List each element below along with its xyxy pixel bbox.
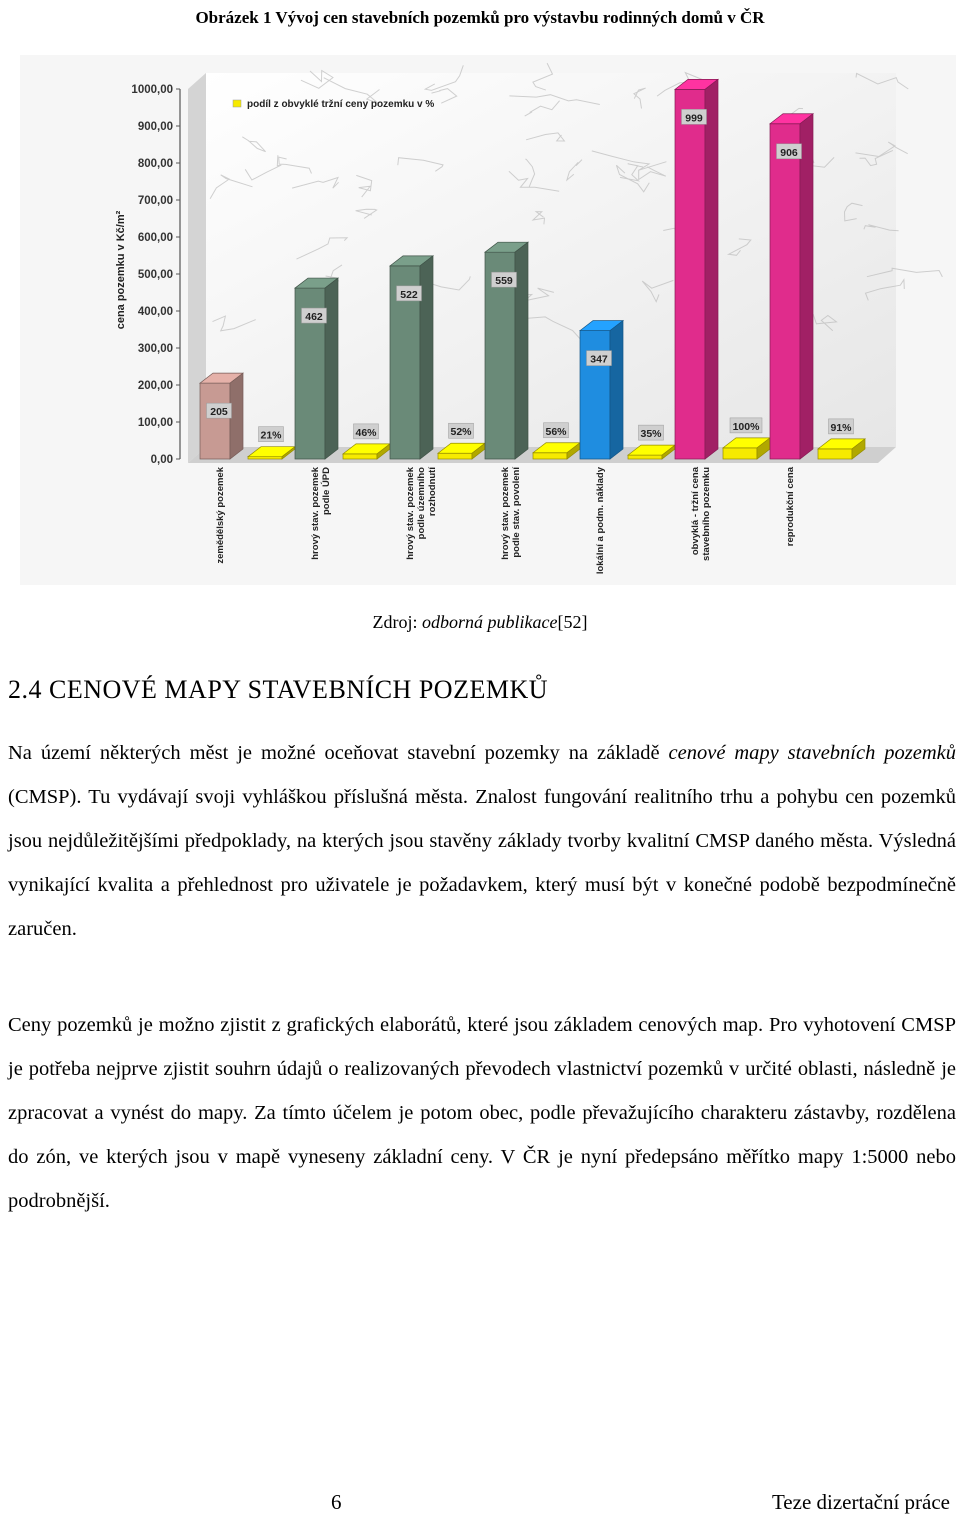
x-category-label: lokální a podm. náklady bbox=[595, 467, 606, 575]
price-value-label: 347 bbox=[590, 353, 608, 366]
share-value-label: 21% bbox=[260, 429, 282, 442]
y-tick-label: 100,00 bbox=[137, 417, 173, 429]
figure-source bbox=[0, 612, 960, 633]
source-text: odborná publikace bbox=[422, 612, 558, 632]
price-bar bbox=[200, 383, 230, 459]
share-bar bbox=[723, 448, 757, 459]
paragraph-2: Ceny pozemků je možno zjistit z grafických elaborátů, které jsou základem cenových map. Pro vyhotovení CMSP je potřeba nejprve zjistit souhrn údajů o realizovaných převodech vlastnictví pozemků v určité oblasti, následně je zpracovat a vynést do mapy. Za tímto účelem je potom obec, podle převažujícího charakteru zástavby, rozdělena do zón, ve kterých jsou v mapě vyneseny základní ceny. V ČR je nyní předepsáno měřítko mapy 1:5000 nebo podrobnější. bbox=[8, 1014, 956, 1212]
y-tick-label: 1000,00 bbox=[131, 84, 173, 96]
price-value-label: 522 bbox=[400, 288, 418, 301]
share-value-label: 100% bbox=[732, 420, 760, 433]
x-category-label: zemědělský pozemek bbox=[215, 467, 226, 564]
footer-title: Teze dizertační práce bbox=[771, 1490, 950, 1514]
share-value-label: 91% bbox=[830, 421, 852, 434]
page-number: 6 bbox=[331, 1490, 342, 1514]
price-value-label: 559 bbox=[495, 275, 513, 288]
section-heading: 2.4 CENOVÉ MAPY STAVEBNÍCH POZEMKŮ bbox=[8, 675, 549, 704]
source-prefix: Zdroj: bbox=[372, 612, 422, 632]
paragraph-1-text-b: (CMSP). Tu vydávají svoji vyhláškou příslušná města. Znalost fungování realitního trhu a pohybu cen pozemků jsou nejdůležitějšími předpoklady, na kterých jsou stavěny základy tvorby kvalitní CMSP daného města. Výsledná vynikající kvalita a přehlednost pro uživatele je požadavkem, který musí být v konečné podobě bezpodmínečně zaručen. bbox=[8, 786, 956, 940]
legend bbox=[233, 99, 434, 110]
price-bar-side bbox=[705, 79, 718, 459]
bar-chart bbox=[20, 55, 956, 585]
x-category-label: stavebního pozemku bbox=[701, 467, 712, 561]
y-tick-label: 600,00 bbox=[137, 232, 173, 244]
y-tick-label: 0,00 bbox=[150, 454, 173, 466]
price-bar bbox=[770, 124, 800, 459]
price-bar bbox=[675, 89, 705, 459]
x-category-label: podle územního bbox=[416, 467, 427, 540]
share-value-label: 52% bbox=[450, 426, 472, 439]
y-tick-label: 900,00 bbox=[137, 121, 173, 133]
share-bar bbox=[628, 455, 662, 459]
x-category-label: hrový stav. pozemek bbox=[310, 467, 321, 560]
source-ref: [52] bbox=[557, 612, 588, 632]
price-bar-side bbox=[325, 278, 338, 459]
x-category-label: rozhodnutí bbox=[427, 467, 438, 517]
figure-caption: Obrázek 1 Vývoj cen stavebních pozemků pro výstavbu rodinných domů v ČR bbox=[195, 8, 765, 27]
share-bar bbox=[438, 453, 472, 459]
y-tick-label: 300,00 bbox=[137, 343, 173, 355]
y-tick-label: 400,00 bbox=[137, 306, 173, 318]
x-category-label: hrový stav. pozemek bbox=[500, 467, 511, 560]
y-tick-label: 500,00 bbox=[137, 269, 173, 281]
price-bar-side bbox=[800, 114, 813, 459]
x-category-label: obvyklá - tržní cena bbox=[690, 467, 701, 556]
x-category-label: podle ÚPD bbox=[321, 467, 332, 516]
price-bar-side bbox=[610, 321, 623, 459]
share-bar bbox=[818, 449, 852, 459]
paragraph-1-italic: cenové mapy stavebních pozemků bbox=[668, 742, 956, 764]
x-category-label: podle stav. povolení bbox=[511, 467, 522, 558]
share-bar bbox=[343, 454, 377, 459]
y-tick-label: 700,00 bbox=[137, 195, 173, 207]
y-axis-label: cena pozemku v Kč/m² bbox=[115, 210, 127, 330]
share-bar bbox=[533, 453, 567, 459]
legend-swatch bbox=[233, 100, 241, 107]
paragraph-1 bbox=[8, 731, 956, 951]
price-bar-side bbox=[230, 373, 243, 459]
chart-figure bbox=[20, 55, 956, 585]
share-value-label: 56% bbox=[545, 425, 567, 438]
legend-label: podíl z obvyklé tržní ceny pozemku v % bbox=[247, 99, 435, 110]
y-tick-label: 200,00 bbox=[137, 380, 173, 392]
paragraph-1-text-a: Na území některých měst je možné oceňovat stavební pozemky na základě bbox=[8, 742, 669, 764]
share-value-label: 35% bbox=[640, 428, 662, 441]
x-category-label: hrový stav. pozemek bbox=[405, 467, 416, 560]
share-value-label: 46% bbox=[355, 426, 377, 439]
y-tick-label: 800,00 bbox=[137, 158, 173, 170]
x-category-label: reprodukční cena bbox=[785, 467, 796, 547]
price-bar-side bbox=[420, 256, 433, 459]
price-value-label: 906 bbox=[780, 146, 798, 159]
price-bar-side bbox=[515, 242, 528, 459]
price-value-label: 999 bbox=[685, 112, 703, 125]
price-value-label: 205 bbox=[210, 406, 228, 419]
price-bar bbox=[580, 331, 610, 459]
price-value-label: 462 bbox=[305, 311, 323, 324]
